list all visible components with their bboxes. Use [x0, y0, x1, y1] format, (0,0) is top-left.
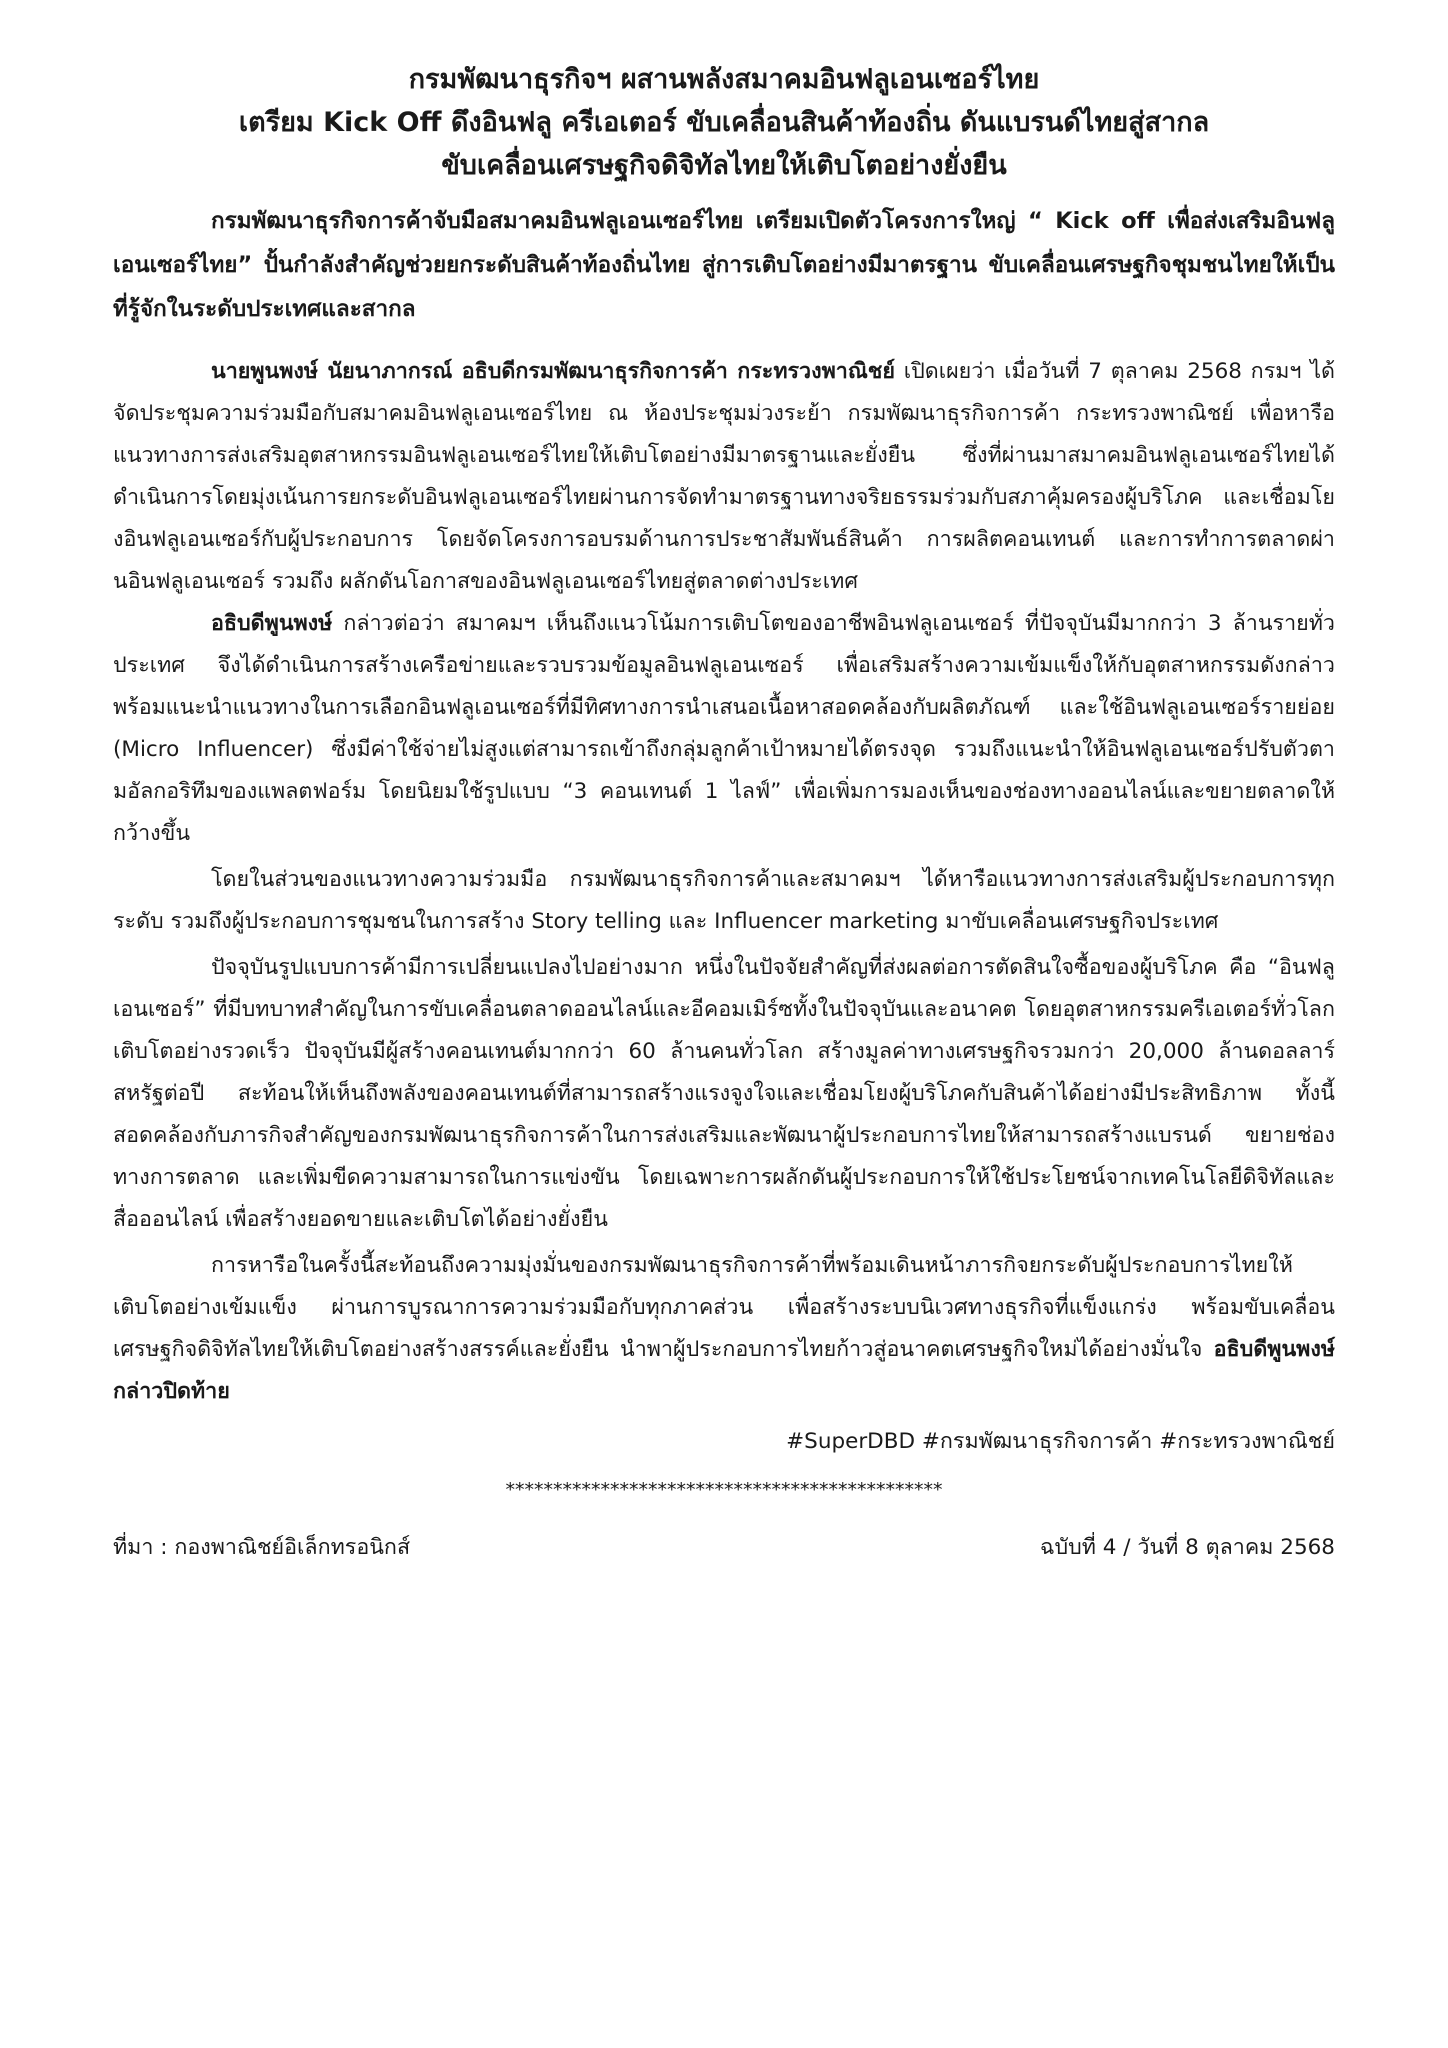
asterisk-divider: ********************************************** [505, 1479, 943, 1501]
issue-date: ฉบับที่ 4 / วันที่ 8 ตุลาคม 2568 [1039, 1535, 1335, 1560]
body-paragraph-3: โดยในส่วนของแนวทางความร่วมมือ กรมพัฒนาธุรกิจการค้าและสมาคมฯ ได้หารือแนวทางการส่งเสริมผู้ประกอบการทุกระดับ รวมถึงผู้ประกอบการชุมชนในการสร้าง Story telling และ Influencer marketing มาขับเคลื่อนเศรษฐกิจประเทศ [113, 867, 1335, 934]
headline-block [113, 58, 1335, 187]
body-paragraph-1-text: เปิดเผยว่า เมื่อวันที่ 7 ตุลาคม 2568 กรมฯ ได้จัดประชุมความร่วมมือกับสมาคมอินฟลูเอนเซอร์ไทย ณ ห้องประชุมม่วงระย้า กรมพัฒนาธุรกิจการค้า กระทรวงพาณิชย์ เพื่อหารือแนวทางการส่งเสริมอุตสาหกรรมอินฟลูเอนเซอร์ไทยให้เติบโตอย่างมีมาตรฐานและยั่งยืน ซึ่งที่ผ่านมาสมาคมอินฟลูเอนเซอร์ไทยได้ดำเนินการโดยมุ่งเน้นการยกระดับอินฟลูเอนเซอร์ไทยผ่านการจัดทำมาตรฐานทางจริยธรรมร่วมกับสภาคุ้มครองผู้บริโภค และเชื่อมโยงอินฟลูเอนเซอร์กับผู้ประกอบการ โดยจัดโครงการอบรมด้านการประชาสัมพันธ์สินค้า การผลิตคอนเทนต์ และการทำการตลาดผ่านอินฟลูเอนเซอร์ รวมถึง ผลักดันโอกาสของอินฟลูเอนเซอร์ไทยสู่ตลาดต่างประเทศ [113, 359, 1336, 594]
headline-line-1: กรมพัฒนาธุรกิจฯ ผสานพลังสมาคมอินฟลูเอนเซอร์ไทย [408, 64, 1040, 95]
body-paragraph-5-text: การหารือในครั้งนี้สะท้อนถึงความมุ่งมั่นของกรมพัฒนาธุรกิจการค้าที่พร้อมเดินหน้าภารกิจยกระดับผู้ประกอบการไทยให้เติบโตอย่างเข้มแข็ง ผ่านการบูรณาการความร่วมมือกับทุกภาคส่วน เพื่อสร้างระบบนิเวศทางธุรกิจที่แข็งแกร่ง พร้อมขับเคลื่อนเศรษฐกิจดิจิทัลไทยให้เติบโตอย่างสร้างสรรค์และยั่งยืน นำพาผู้ประกอบการไทยก้าวสู่อนาคตเศรษฐกิจใหม่ได้อย่างมั่นใจ [113, 1253, 1335, 1362]
headline-line-2: เตรียม Kick Off ดึงอินฟลู ครีเอเตอร์ ขับเคลื่อนสินค้าท้องถิ่น ดันแบรนด์ไทยสู่สากล [238, 107, 1210, 138]
body-paragraph-2-text: กล่าวต่อว่า สมาคมฯ เห็นถึงแนวโน้มการเติบโตของอาชีพอินฟลูเอนเซอร์ ที่ปัจจุบันมีมากกว่า 3 ล้านรายทั่วประเทศ จึงได้ดำเนินการสร้างเครือข่ายและรวบรวมข้อมูลอินฟลูเอนเซอร์ เพื่อเสริมสร้างความเข้มแข็งให้กับอุตสาหกรรมดังกล่าว พร้อมแนะนำแนวทางในการเลือกอินฟลูเอนเซอร์ที่มีทิศทางการนำเสนอเนื้อหาสอดคล้องกับผลิตภัณฑ์ และใช้อินฟลูเอนเซอร์รายย่อย (Micro Influencer) ซึ่งมีค่าใช้จ่ายไม่สูงแต่สามารถเข้าถึงกลุ่มลูกค้าเป้าหมายได้ตรงจุด รวมถึงแนะนำให้อินฟลูเอนเซอร์ปรับตัวตามอัลกอริทึมของแพลตฟอร์ม โดยนิยมใช้รูปแบบ “3 คอนเทนต์ 1 ไลฟ์” เพื่อเพิ่มการมองเห็นของช่องทางออนไลน์และขยายตลาดให้กว้างขึ้น [113, 611, 1335, 846]
speaker-name-bold: นายพูนพงษ์ นัยนาภากรณ์ อธิบดีกรมพัฒนาธุรกิจการค้า กระทรวงพาณิชย์ [211, 359, 896, 384]
source-label: ที่มา : กองพาณิชย์อิเล็กทรอนิกส์ [113, 1535, 411, 1560]
hashtags: #SuperDBD #กรมพัฒนาธุรกิจการค้า #กระทรวงพาณิชย์ [786, 1429, 1335, 1454]
closing-bold: อธิบดีพูนพงษ์ กล่าวปิดท้าย [113, 1337, 1335, 1404]
headline-line-3: ขับเคลื่อนเศรษฐกิจดิจิทัลไทยให้เติบโตอย่างยั่งยืน [441, 150, 1007, 181]
body-paragraph-4: ปัจจุบันรูปแบบการค้ามีการเปลี่ยนแปลงไปอย่างมาก หนึ่งในปัจจัยสำคัญที่ส่งผลต่อการตัดสินใจซื้อของผู้บริโภค คือ “อินฟลูเอนเซอร์” ที่มีบทบาทสำคัญในการขับเคลื่อนตลาดออนไลน์และอีคอมเมิร์ซทั้งในปัจจุบันและอนาคต โดยอุตสาหกรรมครีเอเตอร์ทั่วโลกเติบโตอย่างรวดเร็ว ปัจจุบันมีผู้สร้างคอนเทนต์มากกว่า 60 ล้านคนทั่วโลก สร้างมูลค่าทางเศรษฐกิจรวมกว่า 20,000 ล้านดอลลาร์สหรัฐต่อปี สะท้อนให้เห็นถึงพลังของคอนเทนต์ที่สามารถสร้างแรงจูงใจและเชื่อมโยงผู้บริโภคกับสินค้าได้อย่างมีประสิทธิภาพ ทั้งนี้ สอดคล้องกับภารกิจสำคัญของกรมพัฒนาธุรกิจการค้าในการส่งเสริมและพัฒนาผู้ประกอบการไทยให้สามารถสร้างแบรนด์ ขยายช่องทางการตลาด และเพิ่มขีดความสามารถในการแข่งขัน โดยเฉพาะการผลักดันผู้ประกอบการให้ใช้ประโยชน์จากเทคโนโลยีดิจิทัลและสื่อออนไลน์ เพื่อสร้างยอดขายและเติบโตได้อย่างยั่งยืน [113, 955, 1335, 1232]
footer [113, 1527, 1335, 1569]
body-paragraph-1 [113, 351, 1335, 603]
lead-paragraph: กรมพัฒนาธุรกิจการค้าจับมือสมาคมอินฟลูเอนเซอร์ไทย เตรียมเปิดตัวโครงการใหญ่ “ Kick off เพื่อส่งเสริมอินฟลูเอนเซอร์ไทย” ปั้นกำลังสำคัญช่วยยกระดับสินค้าท้องถิ่นไทย สู่การเติบโตอย่างมีมาตรฐาน ขับเคลื่อนเศรษฐกิจชุมชนไทยให้เป็นที่รู้จักในระดับประเทศและสากล [113, 208, 1335, 322]
speaker-title-bold: อธิบดีพูนพงษ์ [211, 611, 333, 636]
press-release-page [113, 58, 1335, 1569]
body-paragraph-5 [113, 1245, 1335, 1413]
body-paragraph-2 [113, 603, 1335, 855]
